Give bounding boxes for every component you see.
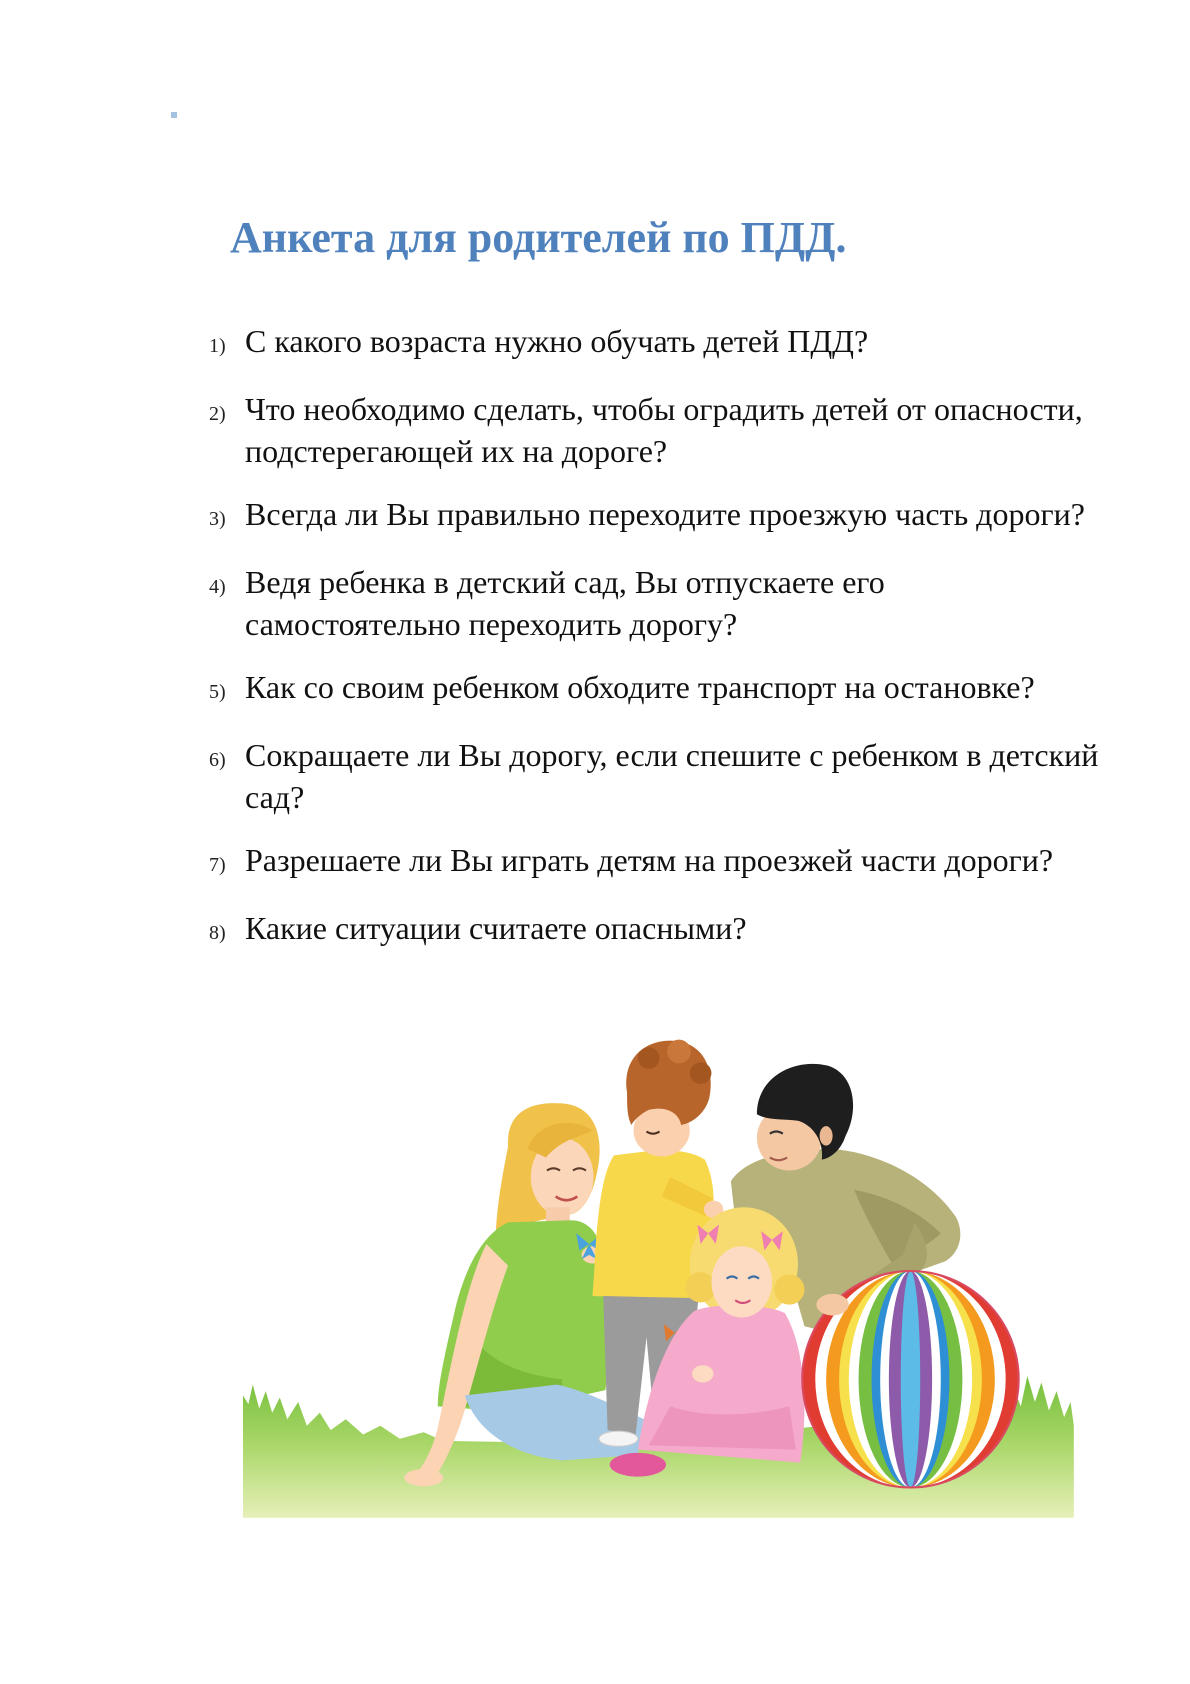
question-number: 4) bbox=[209, 576, 226, 598]
question-line: Ведя ребенка в детский сад, Вы отпускаете его bbox=[245, 564, 885, 600]
question-number: 5) bbox=[209, 681, 226, 703]
question-number: 2) bbox=[209, 403, 226, 425]
question-text bbox=[245, 839, 1053, 881]
corner-mark bbox=[171, 112, 177, 118]
question-line: С какого возраста нужно обучать детей ПДД? bbox=[245, 323, 869, 359]
question-line: сад? bbox=[245, 779, 305, 815]
question-item bbox=[209, 388, 1098, 472]
question-line: Как со своим ребенком обходите транспорт на остановке? bbox=[245, 669, 1035, 705]
question-number: 3) bbox=[209, 508, 226, 530]
question-text bbox=[245, 666, 1035, 708]
question-number: 7) bbox=[209, 854, 226, 876]
ball-stripe bbox=[901, 1271, 920, 1487]
question-line: Всегда ли Вы правильно переходите проезжую часть дороги? bbox=[245, 496, 1085, 532]
girl-hair-curl bbox=[774, 1274, 804, 1304]
question-item bbox=[209, 493, 1098, 540]
question-item bbox=[209, 839, 1098, 886]
question-item bbox=[209, 907, 1098, 954]
boy-hair-curl bbox=[667, 1040, 691, 1064]
question-list bbox=[209, 320, 1098, 975]
question-line: Разрешаете ли Вы играть детям на проезжей части дороги? bbox=[245, 842, 1054, 878]
question-number: 1) bbox=[209, 335, 226, 357]
question-line: Какие ситуации считаете опасными? bbox=[245, 910, 747, 946]
boy-shoe bbox=[599, 1431, 638, 1446]
question-text bbox=[245, 320, 868, 362]
boy-hair-curl bbox=[690, 1062, 712, 1084]
girl-face bbox=[711, 1246, 772, 1317]
question-line: подстерегающей их на дороге? bbox=[245, 433, 668, 469]
family-illustration bbox=[243, 1033, 1076, 1520]
father-ear bbox=[820, 1126, 833, 1145]
girl-shoe bbox=[610, 1453, 666, 1477]
girl-hair-curl bbox=[685, 1272, 715, 1302]
mother-hand bbox=[404, 1469, 443, 1486]
boy-hair-curl bbox=[638, 1047, 660, 1069]
question-text bbox=[245, 493, 1085, 535]
question-line: самостоятельно переходить дорогу? bbox=[245, 606, 738, 642]
question-text bbox=[245, 561, 885, 645]
question-line: Что необходимо сделать, чтобы оградить детей от опасности, bbox=[245, 391, 1083, 427]
page-title: Анкета для родителей по ПДД. bbox=[230, 213, 847, 262]
question-item bbox=[209, 666, 1098, 713]
question-item bbox=[209, 561, 1098, 645]
question-text bbox=[245, 388, 1083, 472]
girl-hand bbox=[692, 1365, 714, 1382]
question-number: 6) bbox=[209, 749, 226, 771]
question-number: 8) bbox=[209, 922, 226, 944]
question-text bbox=[245, 734, 1098, 818]
father-hand bbox=[816, 1294, 848, 1316]
question-text bbox=[245, 907, 747, 949]
question-item bbox=[209, 734, 1098, 818]
question-line: Сокращаете ли Вы дорогу, если спешите с ребенком в детский bbox=[245, 737, 1099, 773]
question-item bbox=[209, 320, 1098, 367]
